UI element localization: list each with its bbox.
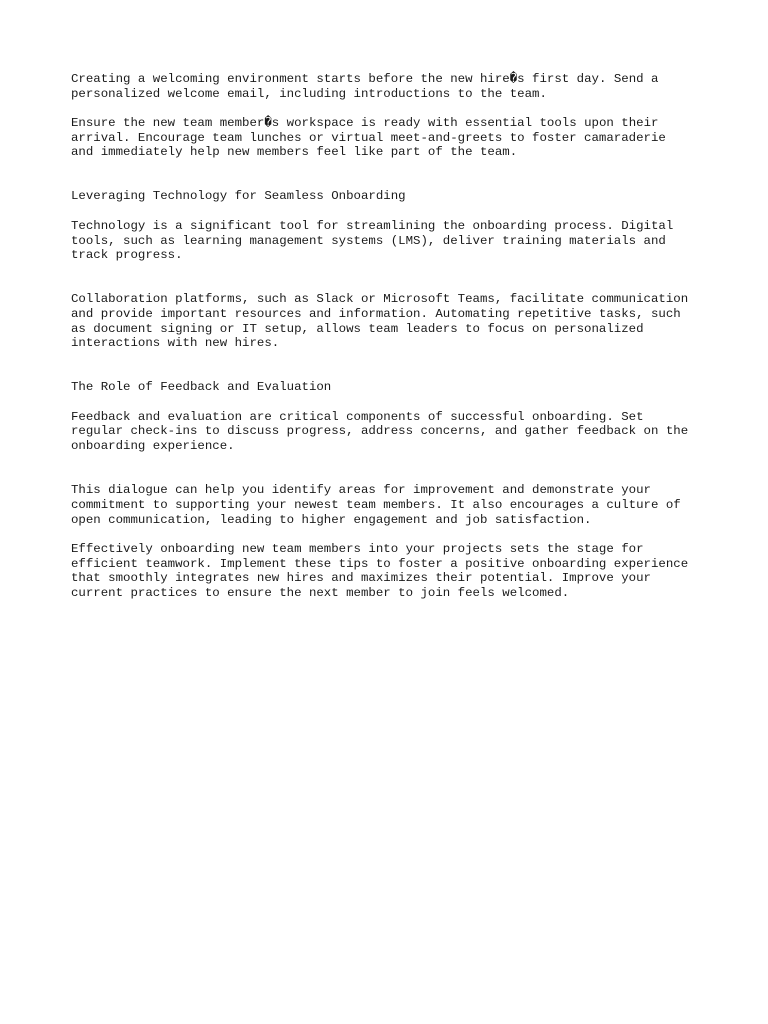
paragraph-feedback-evaluation: Feedback and evaluation are critical components of successful onboarding. Set regular check-ins to discuss progress, address concerns, and gather feedback on the onboarding experience. <box>71 409 689 454</box>
section-technology <box>71 175 711 278</box>
paragraph-collaboration-platforms: Collaboration platforms, such as Slack or Microsoft Teams, facilitate communication and provide important resources and information. Automating repetitive tasks, such as document signing or IT setup, allows team leaders to focus on personalized interactions with new hires. <box>71 292 689 351</box>
paragraph-workspace-ready: Ensure the new team member�s workspace is ready with essential tools upon their arrival. Encourage team lunches or virtual meet-and-greets to foster camaraderie and immediately help new members feel like part of the team. <box>71 116 666 160</box>
section-heading-technology: Leveraging Technology for Seamless Onboarding <box>71 189 406 204</box>
paragraph-welcome-email: Creating a welcoming environment starts before the new hire�s first day. Send a personalized welcome email, including introductions to the team. <box>71 72 659 101</box>
paragraph-technology-tools: Technology is a significant tool for streamlining the onboarding process. Digital tools, such as learning management systems (LMS), deliver training materials and track progress. <box>71 218 674 263</box>
section-feedback <box>71 366 711 469</box>
section-heading-feedback: The Role of Feedback and Evaluation <box>71 380 332 395</box>
paragraph-dialogue: This dialogue can help you identify areas for improvement and demonstrate your commitment to supporting your newest team members. It also encourages a culture of open communication, leading to higher engagement and job satisfaction. <box>71 483 681 527</box>
paragraph-conclusion: Effectively onboarding new team members into your projects sets the stage for efficient teamwork. Implement these tips to foster a positive onboarding experience that smoothly integrates new hires and maximizes their potential. Improve your current practices to ensure the next member to join feels welcomed. <box>71 541 689 600</box>
document-body <box>71 72 711 615</box>
